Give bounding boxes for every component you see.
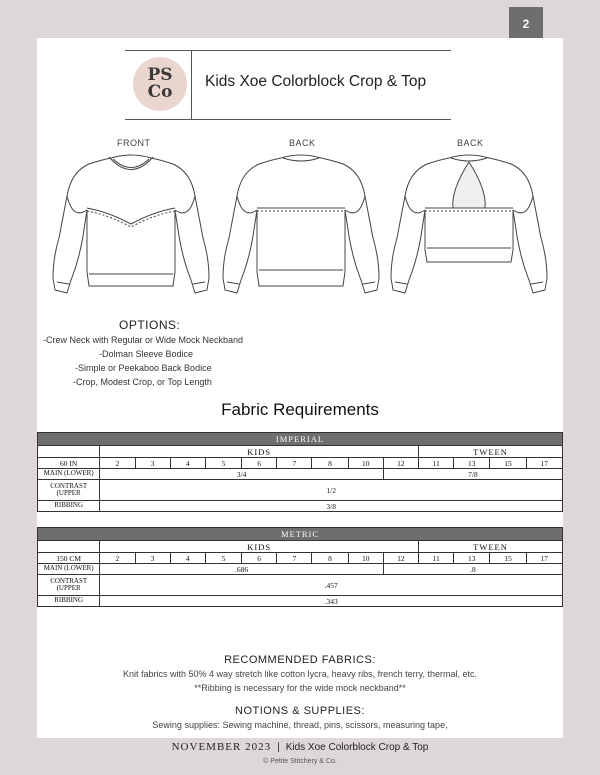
imperial-band: IMPERIAL	[38, 433, 563, 446]
size-row	[38, 553, 563, 564]
page-footer	[0, 741, 600, 753]
size-cell: 7	[277, 458, 312, 469]
logo-line-2: Co	[147, 82, 173, 102]
contrast-label-line-2: (UPPER	[56, 489, 81, 497]
size-cell: 10	[348, 553, 383, 564]
ribbing-row	[38, 501, 563, 512]
option-item: -Simple or Peekaboo Back Bodice	[75, 363, 212, 373]
brand-logo	[133, 57, 187, 111]
main-label: MAIN (LOWER)	[38, 469, 100, 480]
recommended-fabrics-text: Knit fabrics with 50% 4 way stretch like cotton lycra, heavy ribs, french terry, thermal, etc.	[123, 669, 477, 679]
contrast-label	[38, 480, 100, 501]
size-cell: 5	[205, 458, 241, 469]
size-cell: 17	[526, 458, 562, 469]
size-cell: 13	[454, 553, 490, 564]
kids-group: KIDS	[100, 541, 419, 553]
notions-text: Sewing supplies: Sewing machine, thread, pins, scissors, measuring tape,	[152, 720, 448, 730]
option-item: -Dolman Sleeve Bodice	[99, 349, 194, 359]
size-cell: 12	[383, 458, 418, 469]
header-divider	[191, 51, 192, 119]
main-kids-value: 3/4	[100, 469, 384, 480]
main-tween-value: 7/8	[383, 469, 562, 480]
option-item: -Crew Neck with Regular or Wide Mock Neckband	[43, 335, 244, 345]
size-cell: 2	[100, 458, 135, 469]
logo-line-1: PS	[147, 65, 173, 85]
metric-band: METRIC	[38, 528, 563, 541]
peekaboo-back-sweater-sketch	[387, 150, 551, 300]
pattern-title: Kids Xoe Colorblock Crop & Top	[205, 73, 427, 90]
size-cell: 8	[312, 458, 348, 469]
main-row	[38, 469, 563, 480]
size-cell: 4	[170, 458, 205, 469]
front-sweater-sketch	[49, 150, 213, 300]
page-header	[125, 50, 451, 120]
size-cell: 13	[454, 458, 490, 469]
contrast-label	[38, 575, 100, 596]
size-cell: 6	[242, 458, 277, 469]
contrast-label-line-1: CONTRAST	[50, 576, 88, 585]
ribbing-value: 3/8	[100, 501, 563, 512]
size-cell: 17	[526, 553, 562, 564]
width-label: 150 CM	[38, 553, 100, 564]
size-cell: 3	[135, 553, 170, 564]
footer-pattern-name: Kids Xoe Colorblock Crop & Top	[285, 742, 429, 753]
size-cell: 15	[490, 553, 526, 564]
view-label-back-peekaboo: BACK	[457, 138, 484, 148]
size-cell: 12	[383, 553, 418, 564]
ribbing-label: RIBBING	[38, 501, 100, 512]
size-cell: 11	[419, 458, 454, 469]
recommended-fabrics-title: RECOMMENDED FABRICS:	[224, 654, 376, 666]
size-row	[38, 458, 563, 469]
width-label: 60 IN	[38, 458, 100, 469]
size-cell: 3	[135, 458, 170, 469]
size-cell: 11	[419, 553, 454, 564]
metric-table	[37, 527, 563, 607]
size-cell: 2	[100, 553, 135, 564]
ribbing-row	[38, 596, 563, 607]
pattern-page	[37, 38, 563, 738]
notions-title: NOTIONS & SUPPLIES:	[235, 705, 365, 717]
back-sweater-sketch	[219, 150, 383, 300]
size-cell: 5	[205, 553, 241, 564]
size-cell: 4	[170, 553, 205, 564]
main-tween-value: .8	[383, 564, 562, 575]
contrast-value: 1/2	[100, 480, 563, 501]
contrast-value: .457	[100, 575, 563, 596]
size-cell: 6	[242, 553, 277, 564]
contrast-row	[38, 480, 563, 501]
options-title: OPTIONS:	[119, 318, 181, 332]
main-kids-value: .686	[100, 564, 384, 575]
fabric-requirements-title: Fabric Requirements	[221, 400, 379, 419]
footer-month: NOVEMBER 2023	[171, 741, 272, 753]
size-cell: 10	[348, 458, 383, 469]
size-cell: 7	[277, 553, 312, 564]
copyright-text: © Petite Stitchery & Co.	[263, 758, 337, 765]
contrast-label-line-2: (UPPER	[56, 584, 81, 592]
main-label: MAIN (LOWER)	[38, 564, 100, 575]
ribbing-value: .343	[100, 596, 563, 607]
footer-separator: |	[277, 742, 280, 753]
kids-group: KIDS	[100, 446, 419, 458]
contrast-row	[38, 575, 563, 596]
size-cell: 15	[490, 458, 526, 469]
page-number: 2	[509, 7, 543, 41]
option-item: -Crop, Modest Crop, or Top Length	[73, 377, 212, 387]
contrast-label-line-1: CONTRAST	[50, 481, 88, 490]
view-label-front: FRONT	[117, 138, 151, 148]
main-row	[38, 564, 563, 575]
tween-group: TWEEN	[419, 541, 563, 553]
tween-group: TWEEN	[419, 446, 563, 458]
imperial-table	[37, 432, 563, 512]
ribbing-label: RIBBING	[38, 596, 100, 607]
ribbing-note: **Ribbing is necessary for the wide mock neckband**	[194, 683, 406, 693]
size-cell: 8	[312, 553, 348, 564]
view-label-back: BACK	[289, 138, 316, 148]
